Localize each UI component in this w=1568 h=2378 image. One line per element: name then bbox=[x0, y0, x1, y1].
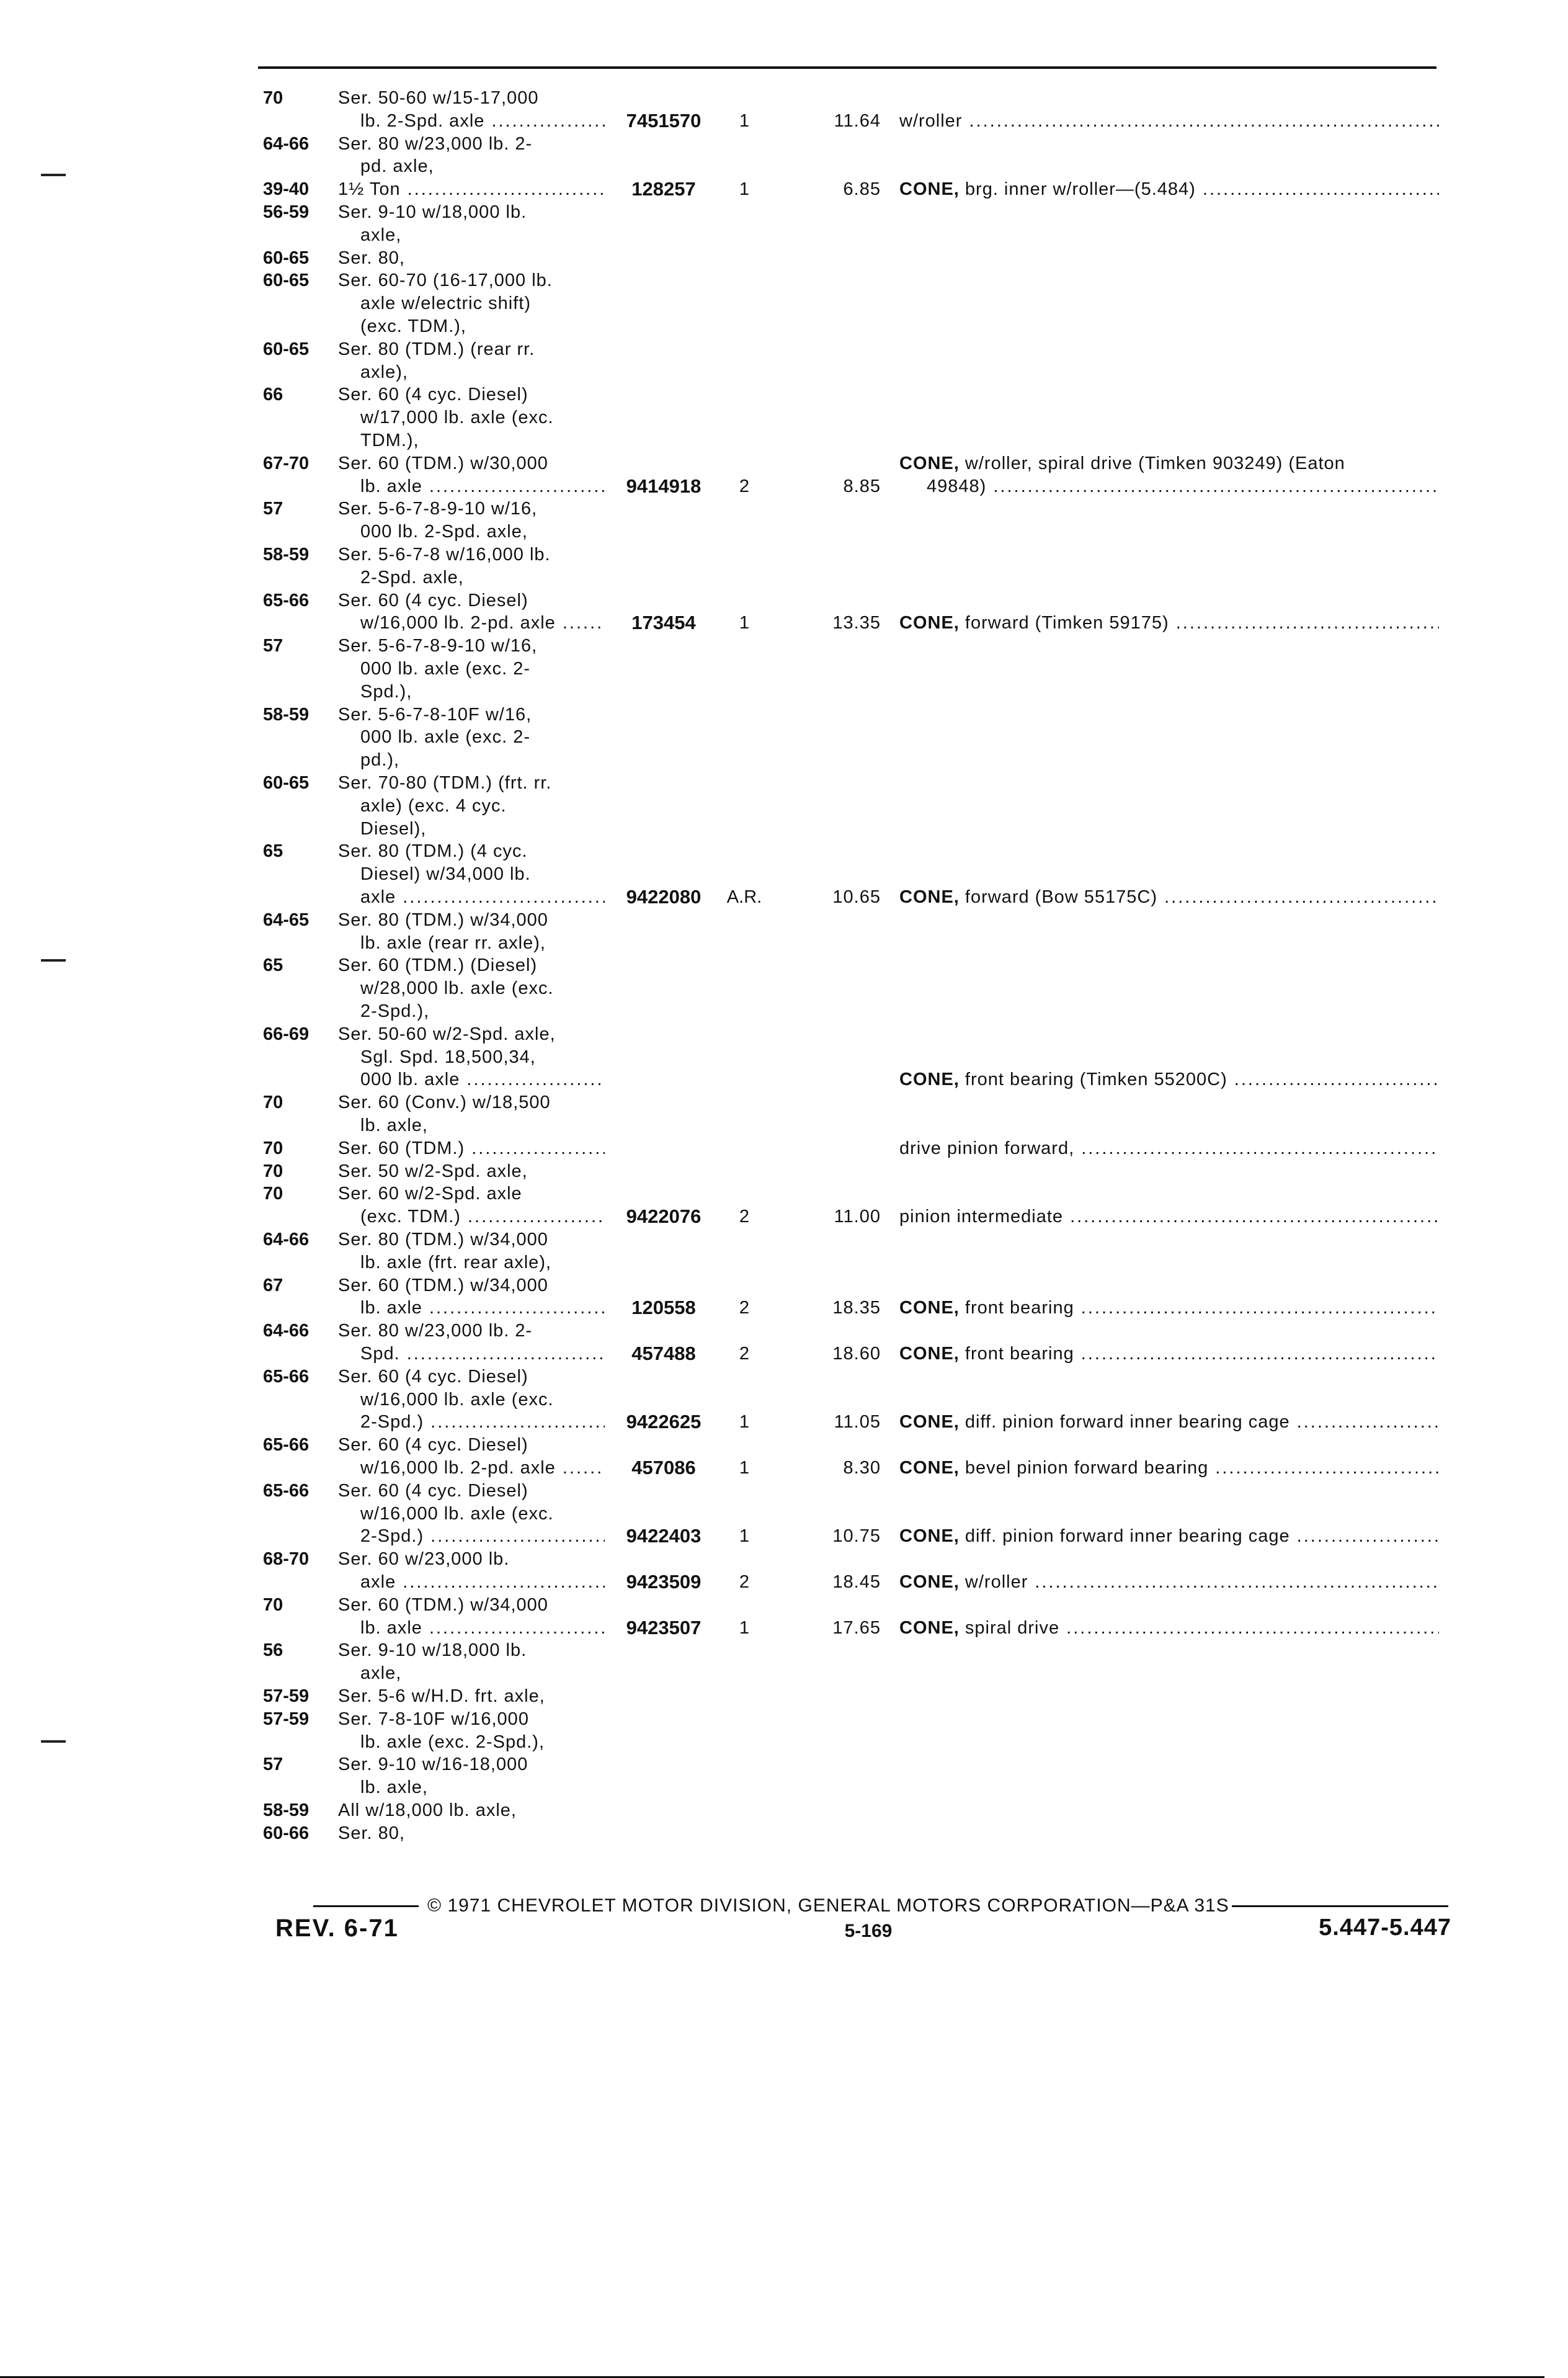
model-year: 60-65 bbox=[263, 773, 310, 793]
description-label: CONE, bbox=[899, 1298, 960, 1318]
application-line: Ser. 60-70 (16-17,000 lb. bbox=[338, 270, 553, 291]
model-year: 56 bbox=[263, 1640, 283, 1661]
application bbox=[338, 1434, 605, 1480]
application-line: Ser. 50-60 w/15-17,000 bbox=[338, 88, 539, 108]
description-line bbox=[899, 612, 1439, 635]
application-line: 000 lb. axle (exc. 2- bbox=[360, 727, 531, 748]
application-line: w/16,000 lb. 2-pd. axle ..... bbox=[338, 612, 605, 635]
quantity: 2 bbox=[739, 1571, 750, 1592]
model-year: 66-69 bbox=[263, 1024, 310, 1044]
application-line: Ser. 80, bbox=[338, 1823, 405, 1843]
application-line: Sgl. Spd. 18,500,34, bbox=[360, 1047, 536, 1067]
model-year: 64-66 bbox=[263, 1230, 310, 1249]
application-line: axle) (exc. 4 cyc. bbox=[360, 795, 507, 816]
description-text: w/roller, spiral drive (Timken 903249) (Eaton bbox=[964, 453, 1345, 473]
description-label: CONE, bbox=[899, 1526, 960, 1547]
description bbox=[899, 1525, 1439, 1548]
description-line bbox=[899, 1068, 1439, 1091]
model-year: 65-66 bbox=[263, 1435, 310, 1455]
quantity: 1 bbox=[739, 613, 750, 633]
application-line: axle, bbox=[360, 225, 402, 245]
application-line: All w/18,000 lb. axle, bbox=[338, 1800, 517, 1820]
quantity: 1 bbox=[739, 1412, 750, 1433]
quantity: 1 bbox=[739, 1526, 750, 1547]
model-year: 65-66 bbox=[263, 1480, 310, 1501]
description-line bbox=[899, 886, 1439, 909]
model-year: 64-65 bbox=[263, 910, 310, 930]
application-line: Diesel) w/34,000 lb. bbox=[360, 864, 531, 885]
application-line: lb. axle (exc. 2-Spd.), bbox=[360, 1732, 545, 1752]
description-text: forward (Bow 55175C) bbox=[964, 887, 1158, 907]
quantity: 2 bbox=[739, 476, 750, 496]
application-line: Ser. 50-60 w/2-Spd. axle, bbox=[338, 1024, 556, 1044]
application-line: lb. axle (frt. rear axle), bbox=[360, 1252, 552, 1272]
application-line: Ser. 9-10 w/18,000 lb. bbox=[338, 1640, 527, 1661]
application-line: Ser. 60 (4 cyc. Diesel) bbox=[338, 590, 528, 610]
description-line bbox=[899, 1411, 1439, 1434]
application bbox=[338, 543, 605, 589]
application bbox=[338, 133, 605, 179]
model-year: 70 bbox=[263, 1161, 283, 1181]
application bbox=[338, 498, 605, 543]
part-number: 173454 bbox=[631, 612, 696, 634]
application-line: 000 lb. axle ..... bbox=[338, 1068, 605, 1091]
application bbox=[338, 1091, 605, 1137]
application-line: Ser. 60 (4 cyc. Diesel) bbox=[338, 1366, 528, 1387]
application bbox=[338, 1274, 605, 1320]
description bbox=[899, 1205, 1439, 1228]
application-line: Ser. 9-10 w/18,000 lb. bbox=[338, 202, 527, 222]
part-number: 9414918 bbox=[626, 475, 702, 497]
application-line: w/17,000 lb. axle (exc. bbox=[360, 408, 554, 428]
price: 10.65 bbox=[832, 887, 881, 907]
description-line bbox=[899, 110, 1439, 133]
quantity: 1 bbox=[739, 110, 750, 131]
description-label: CONE, bbox=[899, 1070, 960, 1090]
model-year: 58-59 bbox=[263, 1800, 310, 1820]
model-year: 70 bbox=[263, 1594, 283, 1615]
application-line: axle ..... bbox=[338, 1571, 605, 1594]
description bbox=[899, 110, 1439, 133]
part-number: 9422076 bbox=[626, 1205, 702, 1228]
footer-section-code: 5.447-5.447 bbox=[1319, 1915, 1451, 1941]
part-number: 457488 bbox=[631, 1342, 696, 1364]
price: 13.35 bbox=[832, 613, 881, 633]
description-text: forward (Timken 59175) bbox=[964, 613, 1169, 633]
model-year: 65-66 bbox=[263, 1366, 310, 1387]
application-line: Ser. 80 (TDM.) (4 cyc. bbox=[338, 841, 528, 862]
description bbox=[899, 1411, 1439, 1434]
price: 8.30 bbox=[843, 1457, 881, 1478]
application-line: Ser. 80 (TDM.) w/34,000 bbox=[338, 910, 548, 930]
application-line: Ser. 80 w/23,000 lb. 2- bbox=[338, 1321, 533, 1341]
application bbox=[338, 1639, 605, 1685]
description-line bbox=[899, 1205, 1439, 1228]
application bbox=[338, 1320, 605, 1366]
description-line bbox=[899, 1137, 1439, 1160]
application-line: lb. axle, bbox=[360, 1115, 428, 1135]
application bbox=[338, 87, 605, 133]
part-number: 9423507 bbox=[626, 1616, 702, 1638]
application bbox=[338, 589, 605, 635]
description-label: CONE, bbox=[899, 179, 960, 200]
application-line: Ser. 80, bbox=[338, 248, 405, 268]
description-text: pinion intermediate bbox=[899, 1207, 1064, 1227]
footer-rule-right bbox=[1232, 1905, 1448, 1907]
description bbox=[899, 1297, 1439, 1320]
application-line: Ser. 60 (4 cyc. Diesel) bbox=[338, 1480, 528, 1501]
model-year: 57 bbox=[263, 1754, 283, 1775]
description-label: CONE, bbox=[899, 887, 960, 907]
quantity: 1 bbox=[739, 179, 750, 200]
application-line: Spd. ..... bbox=[338, 1343, 605, 1366]
description-label: CONE, bbox=[899, 1617, 960, 1638]
description-label: CONE, bbox=[899, 1343, 960, 1364]
description-label: CONE, bbox=[899, 613, 960, 633]
application bbox=[338, 269, 605, 337]
description-label: CONE, bbox=[899, 1412, 960, 1433]
price: 18.45 bbox=[832, 1571, 881, 1592]
description-text: diff. pinion forward inner bearing cage bbox=[964, 1412, 1290, 1433]
application bbox=[338, 1822, 605, 1845]
application-line: Ser. 60 (TDM.) w/34,000 bbox=[338, 1594, 548, 1615]
description-line bbox=[899, 1457, 1439, 1480]
quantity: 2 bbox=[739, 1207, 750, 1227]
description-text: brg. inner w/roller—(5.484) bbox=[964, 179, 1196, 200]
application-line: Ser. 80 (TDM.) w/34,000 bbox=[338, 1230, 548, 1249]
application bbox=[338, 1182, 605, 1228]
application-line: Spd.), bbox=[360, 681, 412, 702]
application-line: Ser. 5-6 w/H.D. frt. axle, bbox=[338, 1686, 545, 1706]
application-line: lb. axle ..... bbox=[338, 1617, 605, 1640]
model-year: 67-70 bbox=[263, 453, 310, 473]
footer-rule-left bbox=[313, 1905, 419, 1907]
price: 10.75 bbox=[832, 1526, 881, 1547]
application-line: 2-Spd. axle, bbox=[360, 567, 464, 588]
model-year: 60-65 bbox=[263, 270, 310, 291]
model-year: 65-66 bbox=[263, 590, 310, 610]
description bbox=[899, 612, 1439, 635]
model-year: 64-66 bbox=[263, 1321, 310, 1341]
description-line bbox=[899, 178, 1439, 201]
application-line: Ser. 5-6-7-8 w/16,000 lb. bbox=[338, 545, 551, 565]
description-line bbox=[899, 1297, 1439, 1320]
application-line: Ser. 9-10 w/16-18,000 bbox=[338, 1754, 528, 1775]
application-line: w/16,000 lb. 2-pd. axle ..... bbox=[338, 1457, 605, 1480]
model-year: 39-40 bbox=[263, 179, 310, 200]
application bbox=[338, 1480, 605, 1548]
description-line bbox=[899, 475, 1439, 498]
application-line: Ser. 60 w/2-Spd. axle bbox=[338, 1184, 522, 1204]
application bbox=[338, 1799, 605, 1822]
application-line: TDM.), bbox=[360, 430, 419, 450]
application-line: Ser. 5-6-7-8-10F w/16, bbox=[338, 704, 532, 725]
model-year: 57 bbox=[263, 499, 283, 519]
application bbox=[338, 452, 605, 498]
application-line: Ser. 60 (Conv.) w/18,500 bbox=[338, 1093, 551, 1113]
model-year: 66 bbox=[263, 385, 283, 405]
application-line: 2-Spd.), bbox=[360, 1001, 430, 1021]
part-number: 9423509 bbox=[626, 1570, 702, 1593]
application-line: 000 lb. 2-Spd. axle, bbox=[360, 522, 528, 542]
application bbox=[338, 1023, 605, 1091]
application bbox=[338, 772, 605, 840]
application-line: lb. 2-Spd. axle ..... bbox=[338, 110, 605, 133]
quantity: 2 bbox=[739, 1298, 750, 1318]
application-line: 2-Spd.) ..... bbox=[338, 1525, 605, 1548]
application-line: axle w/electric shift) bbox=[360, 293, 532, 314]
part-number: 7451570 bbox=[626, 109, 702, 132]
application-line: w/28,000 lb. axle (exc. bbox=[360, 978, 554, 999]
model-year: 56-59 bbox=[263, 202, 310, 222]
description-text: diff. pinion forward inner bearing cage bbox=[964, 1526, 1290, 1547]
description bbox=[899, 1137, 1439, 1160]
model-year: 65 bbox=[263, 841, 283, 862]
description bbox=[899, 1617, 1439, 1640]
application bbox=[338, 635, 605, 703]
application bbox=[338, 1594, 605, 1640]
description-text: w/roller bbox=[964, 1571, 1028, 1592]
application-line: Ser. 60 (TDM.) ..... bbox=[338, 1137, 605, 1160]
application bbox=[338, 840, 605, 908]
model-year: 64-66 bbox=[263, 133, 310, 154]
application-line: Ser. 60 w/23,000 lb. bbox=[338, 1549, 510, 1570]
application bbox=[338, 338, 605, 384]
model-year: 70 bbox=[263, 1093, 283, 1113]
application-line: w/16,000 lb. axle (exc. bbox=[360, 1389, 554, 1410]
description-line bbox=[899, 1571, 1439, 1594]
description-text: drive pinion forward, bbox=[899, 1138, 1075, 1158]
application bbox=[338, 1708, 605, 1754]
application bbox=[338, 954, 605, 1022]
application-line: lb. axle ..... bbox=[338, 475, 605, 498]
model-year: 60-65 bbox=[263, 248, 310, 268]
application-line: Ser. 5-6-7-8-9-10 w/16, bbox=[338, 636, 538, 656]
footer-copyright: © 1971 CHEVROLET MOTOR DIVISION, GENERAL MOTORS CORPORATION—P&A 31S bbox=[427, 1895, 1229, 1916]
model-year: 60-65 bbox=[263, 339, 310, 359]
quantity: A.R. bbox=[726, 887, 762, 907]
application-line: w/16,000 lb. axle (exc. bbox=[360, 1503, 554, 1524]
description-label: CONE, bbox=[899, 1571, 960, 1592]
part-number: 128257 bbox=[631, 178, 696, 200]
description-text: 49848) bbox=[927, 476, 987, 496]
description-text: front bearing bbox=[964, 1298, 1074, 1318]
quantity: 1 bbox=[739, 1617, 750, 1638]
application bbox=[338, 201, 605, 247]
model-year: 57 bbox=[263, 636, 283, 656]
application-line: axle ..... bbox=[338, 886, 605, 909]
footer-copyright-line bbox=[313, 1895, 1448, 1916]
application bbox=[338, 247, 605, 270]
application-line: (exc. TDM.), bbox=[360, 316, 466, 336]
description bbox=[899, 1068, 1439, 1091]
application-line: Ser. 70-80 (TDM.) (frt. rr. bbox=[338, 773, 552, 793]
model-year: 67 bbox=[263, 1275, 283, 1295]
application bbox=[338, 178, 605, 201]
application bbox=[338, 909, 605, 955]
description bbox=[899, 1571, 1439, 1594]
price: 11.64 bbox=[834, 110, 881, 131]
application-line: lb. axle (rear rr. axle), bbox=[360, 932, 546, 953]
description-text: w/roller bbox=[899, 110, 963, 131]
application-line: Ser. 60 (4 cyc. Diesel) bbox=[338, 385, 528, 405]
description-line bbox=[899, 1343, 1439, 1366]
application-line: Ser. 50 w/2-Spd. axle, bbox=[338, 1161, 528, 1181]
description bbox=[899, 886, 1439, 909]
description-text: front bearing (Timken 55200C) bbox=[964, 1070, 1227, 1090]
application bbox=[338, 1753, 605, 1799]
application bbox=[338, 1366, 605, 1434]
application-line: 2-Spd.) ..... bbox=[338, 1411, 605, 1434]
description-text: spiral drive bbox=[964, 1617, 1060, 1638]
application bbox=[338, 704, 605, 772]
application-line: Ser. 7-8-10F w/16,000 bbox=[338, 1709, 529, 1729]
price: 8.85 bbox=[843, 476, 881, 496]
description bbox=[899, 178, 1439, 201]
application-line: (exc. TDM.) ..... bbox=[338, 1205, 605, 1228]
application-line: Ser. 80 w/23,000 lb. 2- bbox=[338, 133, 533, 154]
application-line: 1½ Ton ..... bbox=[338, 178, 605, 201]
model-year: 70 bbox=[263, 1184, 283, 1204]
application bbox=[338, 1137, 605, 1160]
description-line bbox=[899, 1617, 1439, 1640]
price: 11.00 bbox=[834, 1207, 881, 1227]
application bbox=[338, 1160, 605, 1183]
description bbox=[899, 452, 1439, 498]
price: 18.60 bbox=[832, 1343, 881, 1364]
application-line: lb. axle ..... bbox=[338, 1297, 605, 1320]
footer-page-number: 5-169 bbox=[844, 1921, 893, 1941]
application bbox=[338, 1548, 605, 1594]
price: 17.65 bbox=[832, 1617, 881, 1638]
application bbox=[338, 1228, 605, 1274]
application-line: axle), bbox=[360, 362, 408, 382]
footer-revision: REV. 6-71 bbox=[275, 1915, 399, 1942]
model-year: 57-59 bbox=[263, 1709, 310, 1729]
part-number: 9422625 bbox=[626, 1411, 702, 1433]
part-number: 457086 bbox=[631, 1456, 696, 1478]
model-year: 58-59 bbox=[263, 545, 310, 565]
description-label: CONE, bbox=[899, 1457, 960, 1478]
model-year: 68-70 bbox=[263, 1549, 310, 1570]
application-line: Ser. 60 (4 cyc. Diesel) bbox=[338, 1435, 528, 1455]
description-line bbox=[899, 1525, 1439, 1548]
application-line: Ser. 60 (TDM.) (Diesel) bbox=[338, 955, 538, 976]
description-text: bevel pinion forward bearing bbox=[964, 1457, 1209, 1478]
application-line: lb. axle, bbox=[360, 1777, 428, 1798]
model-year: 70 bbox=[263, 88, 283, 108]
application-line: Ser. 60 (TDM.) w/34,000 bbox=[338, 1275, 548, 1295]
application-line: Diesel), bbox=[360, 818, 427, 839]
application-line: Ser. 80 (TDM.) (rear rr. bbox=[338, 339, 535, 359]
part-number: 120558 bbox=[631, 1297, 696, 1319]
price: 11.05 bbox=[834, 1412, 881, 1433]
model-year: 57-59 bbox=[263, 1686, 310, 1706]
part-number: 9422080 bbox=[626, 885, 702, 908]
quantity: 1 bbox=[739, 1457, 750, 1478]
application-line: Ser. 60 (TDM.) w/30,000 bbox=[338, 453, 548, 473]
application-line: 000 lb. axle (exc. 2- bbox=[360, 658, 531, 679]
quantity: 2 bbox=[739, 1343, 750, 1364]
description-label: CONE, bbox=[899, 453, 960, 473]
description-line bbox=[899, 452, 1439, 475]
description-text: front bearing bbox=[964, 1343, 1074, 1364]
application-line: axle, bbox=[360, 1663, 402, 1684]
part-number: 9422403 bbox=[626, 1525, 702, 1547]
application-line: pd.), bbox=[360, 750, 400, 771]
price: 6.85 bbox=[843, 179, 881, 200]
price: 18.35 bbox=[832, 1298, 881, 1318]
model-year: 60-66 bbox=[263, 1823, 310, 1843]
model-year: 70 bbox=[263, 1138, 283, 1158]
application-line: Ser. 5-6-7-8-9-10 w/16, bbox=[338, 499, 538, 519]
model-year: 58-59 bbox=[263, 704, 310, 725]
application bbox=[338, 383, 605, 452]
application bbox=[338, 1685, 605, 1708]
model-year: 65 bbox=[263, 955, 283, 976]
description bbox=[899, 1343, 1439, 1366]
application-line: pd. axle, bbox=[360, 156, 434, 177]
description bbox=[899, 1457, 1439, 1480]
